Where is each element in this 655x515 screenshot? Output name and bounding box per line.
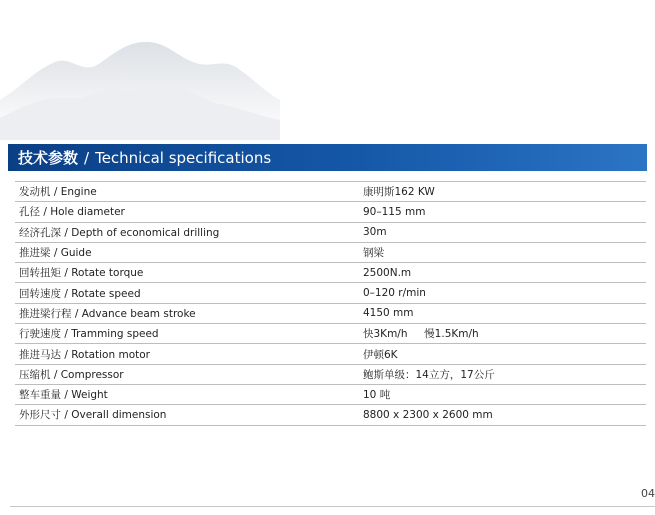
spec-value: 0–120 r/min xyxy=(353,283,646,303)
page-number: 04 xyxy=(641,487,655,500)
title-separator: / xyxy=(84,148,90,167)
spec-value: 4150 mm xyxy=(353,303,646,323)
spec-value: 钢梁 xyxy=(353,242,646,262)
spec-label: 经济孔深 / Depth of economical drilling xyxy=(15,222,353,242)
spec-label: 推进梁行程 / Advance beam stroke xyxy=(15,303,353,323)
spec-label: 整车重量 / Weight xyxy=(15,384,353,404)
spec-label: 推进马达 / Rotation motor xyxy=(15,344,353,364)
spec-label: 回转扭矩 / Rotate torque xyxy=(15,263,353,283)
section-title-en: Technical specifications xyxy=(95,148,272,167)
mountain-decoration xyxy=(0,0,280,140)
spec-value: 康明斯162 KW xyxy=(353,182,646,202)
section-title-zh: 技术参数 xyxy=(18,149,79,167)
table-row xyxy=(15,263,646,283)
spec-table xyxy=(15,181,646,426)
spec-label: 孔径 / Hole diameter xyxy=(15,202,353,222)
spec-label: 发动机 / Engine xyxy=(15,182,353,202)
table-row xyxy=(15,405,646,425)
spec-label: 行驶速度 / Tramming speed xyxy=(15,324,353,344)
spec-label: 外形尺寸 / Overall dimension xyxy=(15,405,353,425)
table-row xyxy=(15,344,646,364)
table-row xyxy=(15,324,646,344)
section-banner xyxy=(8,144,647,171)
table-row xyxy=(15,222,646,242)
spec-value: 10 吨 xyxy=(353,384,646,404)
spec-value: 伊顿6K xyxy=(353,344,646,364)
table-row xyxy=(15,202,646,222)
footer-divider xyxy=(10,506,655,507)
spec-value: 快3Km/h 慢1.5Km/h xyxy=(353,324,646,344)
table-row xyxy=(15,182,646,202)
spec-label: 压缩机 / Compressor xyxy=(15,364,353,384)
spec-value: 8800 x 2300 x 2600 mm xyxy=(353,405,646,425)
table-row xyxy=(15,364,646,384)
spec-value: 鲍斯单级：14立方，17公斤 xyxy=(353,364,646,384)
spec-label: 回转速度 / Rotate speed xyxy=(15,283,353,303)
spec-label: 推进梁 / Guide xyxy=(15,242,353,262)
table-row xyxy=(15,242,646,262)
spec-value: 90–115 mm xyxy=(353,202,646,222)
spec-value: 30m xyxy=(353,222,646,242)
table-row xyxy=(15,384,646,404)
spec-value: 2500N.m xyxy=(353,263,646,283)
table-row xyxy=(15,303,646,323)
table-row xyxy=(15,283,646,303)
